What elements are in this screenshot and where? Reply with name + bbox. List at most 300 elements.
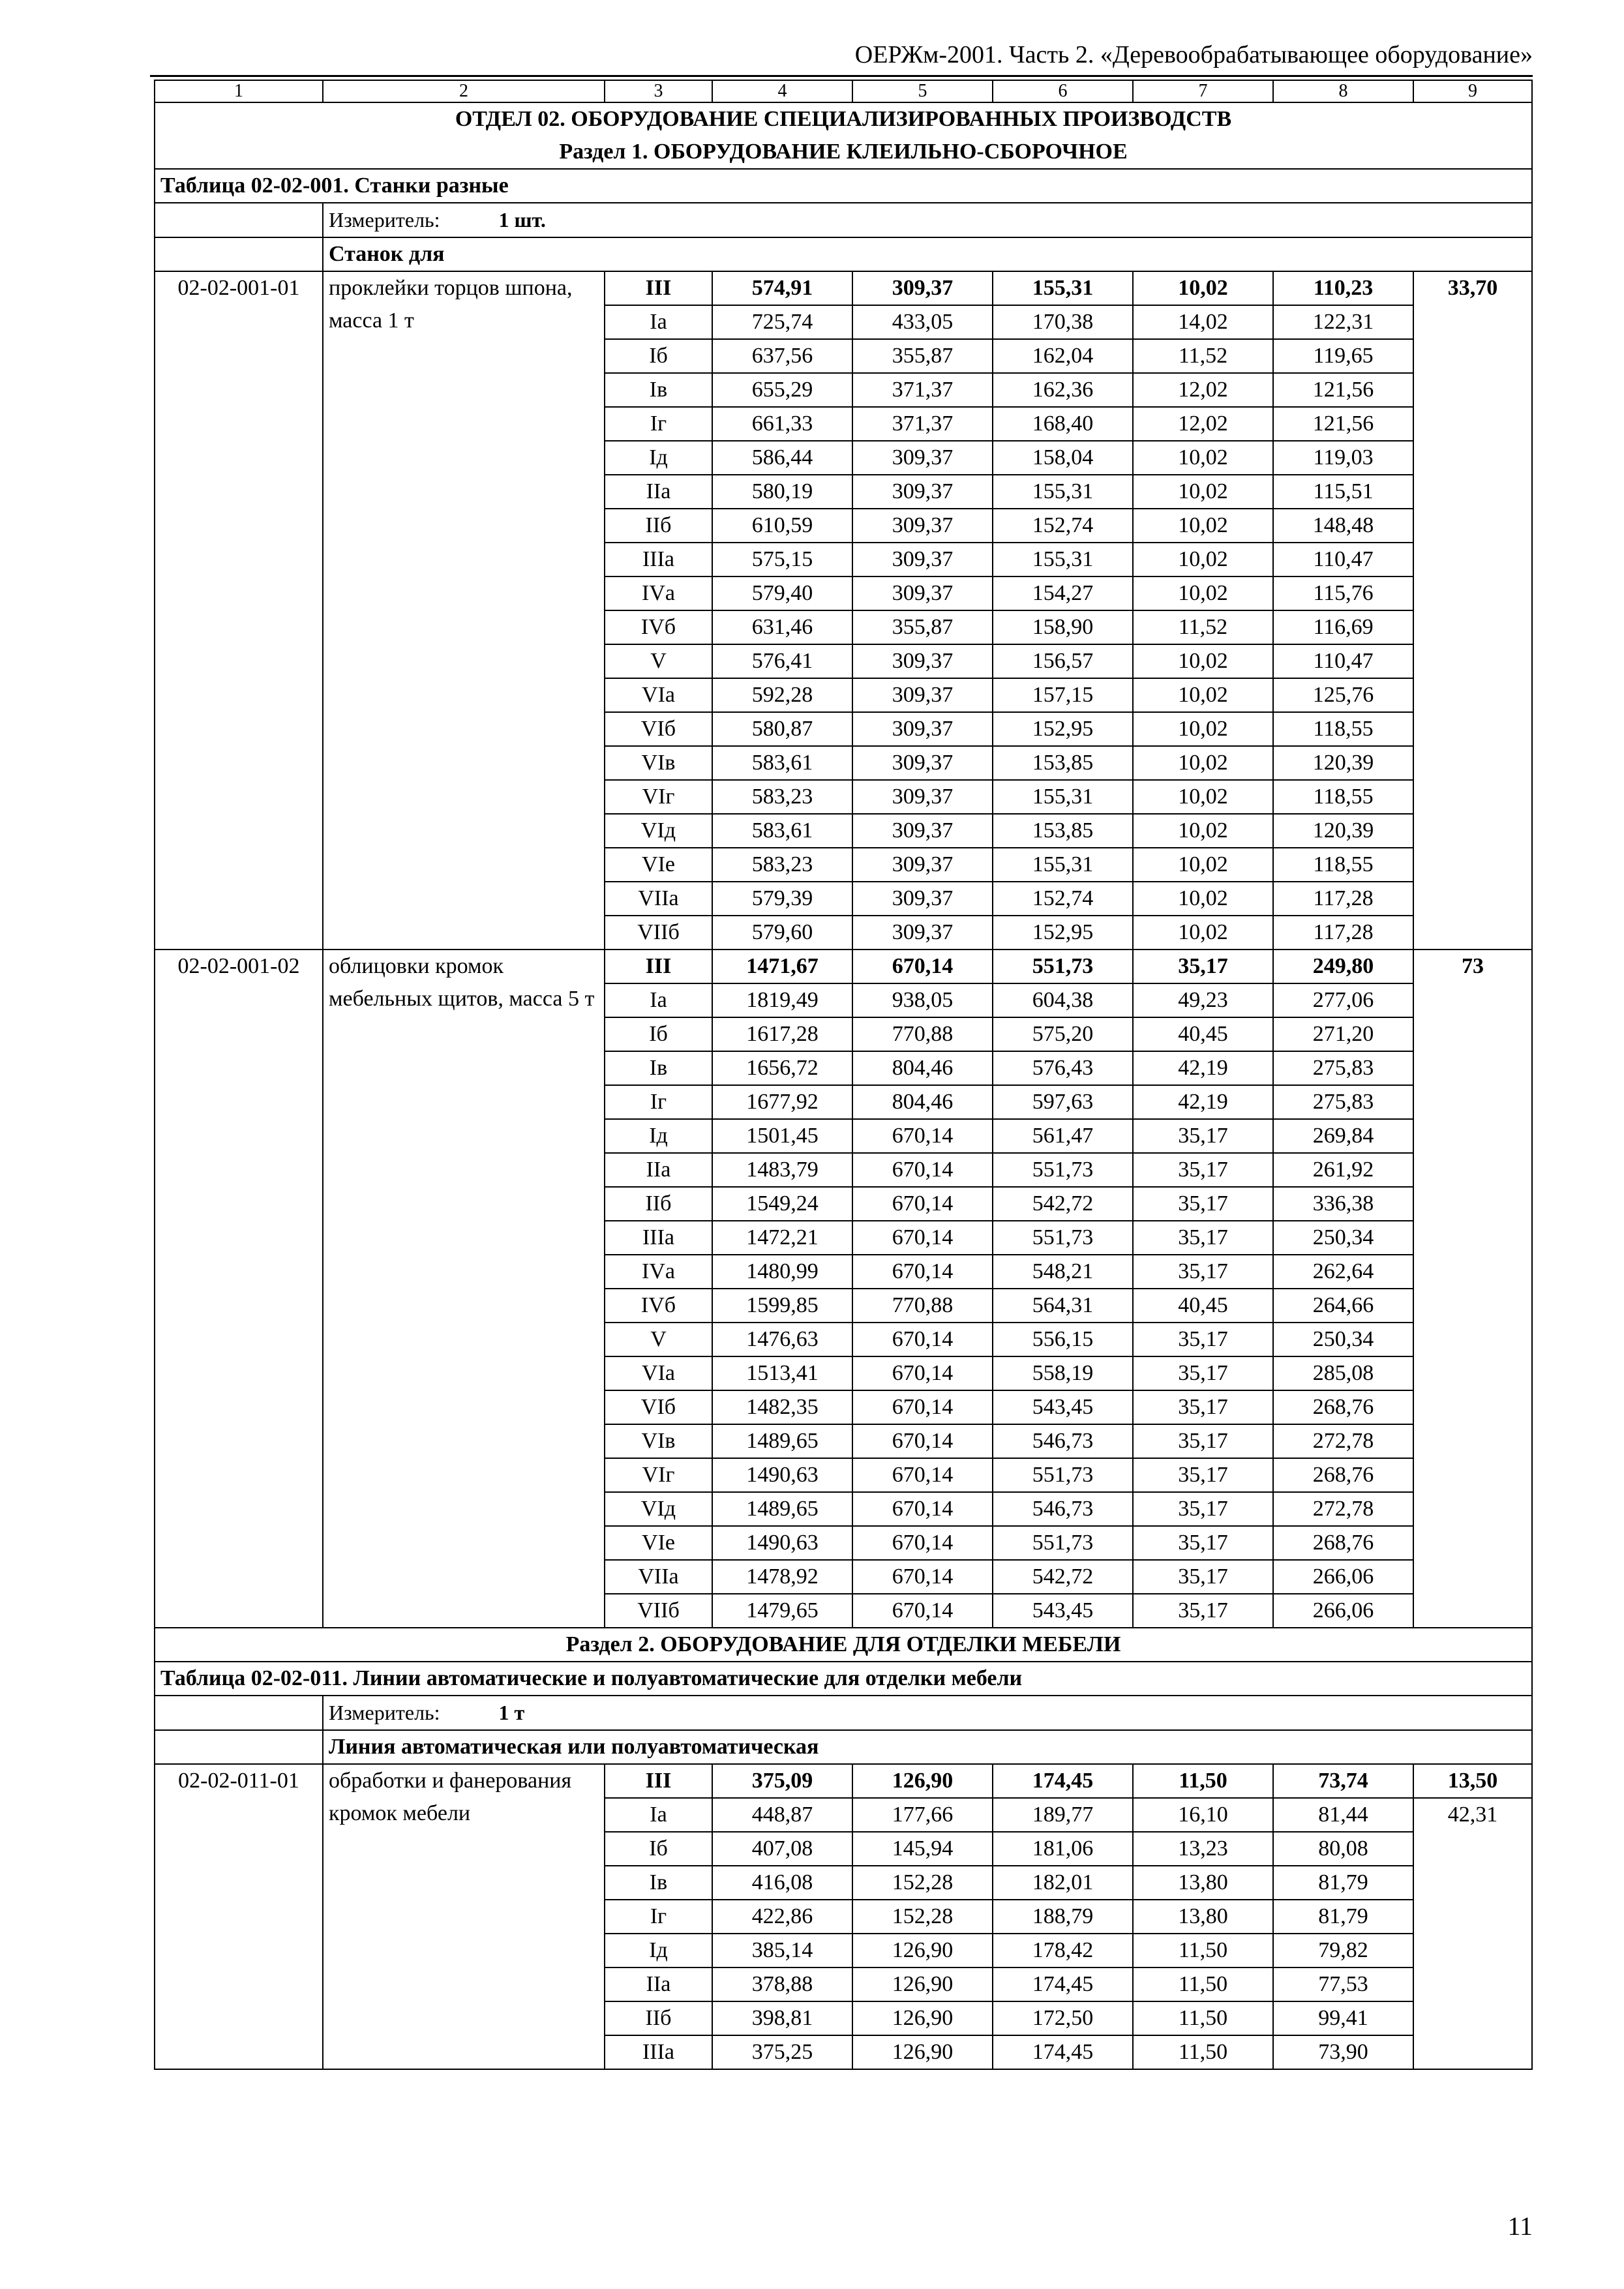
column-number: 2 xyxy=(323,80,605,102)
zone-cell: Iв xyxy=(605,1051,712,1085)
value-cell: 35,17 xyxy=(1133,1221,1273,1255)
value-cell: 670,14 xyxy=(852,1356,993,1390)
value-cell: 433,05 xyxy=(852,305,993,339)
value-cell: 35,17 xyxy=(1133,1356,1273,1390)
value-cell: 355,87 xyxy=(852,610,993,644)
value-cell: 77,53 xyxy=(1273,1967,1413,2001)
zone-cell: IVб xyxy=(605,1289,712,1323)
value-cell: 574,91 xyxy=(712,271,852,305)
measure-blank xyxy=(155,1696,323,1730)
column-number: 8 xyxy=(1273,80,1413,102)
value-cell: 309,37 xyxy=(852,882,993,916)
item-code: 02-02-001-01 xyxy=(155,271,323,950)
value-cell: 309,37 xyxy=(852,576,993,610)
value-cell: 543,45 xyxy=(993,1594,1133,1628)
value-cell: 152,74 xyxy=(993,509,1133,543)
column-number: 4 xyxy=(712,80,852,102)
value-cell: 448,87 xyxy=(712,1798,852,1832)
value-cell: 309,37 xyxy=(852,814,993,848)
value-cell: 119,65 xyxy=(1273,339,1413,373)
value-cell: 938,05 xyxy=(852,983,993,1017)
value-cell: 309,37 xyxy=(852,441,993,475)
value-cell: 268,76 xyxy=(1273,1458,1413,1492)
razdel-1-title: Раздел 1. ОБОРУДОВАНИЕ КЛЕИЛЬНО-СБОРОЧНОЕ xyxy=(559,140,1128,164)
value-cell: 152,28 xyxy=(852,1900,993,1934)
zone-cell: IIб xyxy=(605,509,712,543)
value-cell: 35,17 xyxy=(1133,1390,1273,1424)
group-row xyxy=(155,1730,1532,1764)
value-cell: 116,69 xyxy=(1273,610,1413,644)
value-cell: 178,42 xyxy=(993,1934,1133,1967)
measure-cell xyxy=(323,1696,1532,1730)
value-cell: 42,19 xyxy=(1133,1051,1273,1085)
measure-blank xyxy=(155,203,323,237)
column-number: 7 xyxy=(1133,80,1273,102)
value-cell: 170,38 xyxy=(993,305,1133,339)
value-cell: 610,59 xyxy=(712,509,852,543)
value-cell: 49,23 xyxy=(1133,983,1273,1017)
zone-cell: Iб xyxy=(605,1017,712,1051)
value-cell: 153,85 xyxy=(993,746,1133,780)
value-cell: 10,02 xyxy=(1133,441,1273,475)
value-cell: 579,60 xyxy=(712,916,852,950)
table-row xyxy=(155,1764,1532,1798)
value-cell: 275,83 xyxy=(1273,1085,1413,1119)
value-cell: 670,14 xyxy=(852,1221,993,1255)
value-cell: 272,78 xyxy=(1273,1492,1413,1526)
measure-label: Измеритель: xyxy=(329,1701,440,1724)
col9-cell: 13,50 xyxy=(1413,1764,1532,1798)
zone-cell: Iб xyxy=(605,1832,712,1866)
value-cell: 804,46 xyxy=(852,1051,993,1085)
value-cell: 551,73 xyxy=(993,1153,1133,1187)
value-cell: 1490,63 xyxy=(712,1526,852,1560)
value-cell: 416,08 xyxy=(712,1866,852,1900)
value-cell: 40,45 xyxy=(1133,1017,1273,1051)
value-cell: 576,43 xyxy=(993,1051,1133,1085)
value-cell: 1617,28 xyxy=(712,1017,852,1051)
header-rule xyxy=(150,75,1533,77)
value-cell: 174,45 xyxy=(993,2035,1133,2069)
value-cell: 309,37 xyxy=(852,475,993,509)
value-cell: 118,55 xyxy=(1273,712,1413,746)
value-cell: 10,02 xyxy=(1133,780,1273,814)
value-cell: 266,06 xyxy=(1273,1560,1413,1594)
value-cell: 586,44 xyxy=(712,441,852,475)
value-cell: 152,28 xyxy=(852,1866,993,1900)
value-cell: 249,80 xyxy=(1273,950,1413,983)
value-cell: 11,50 xyxy=(1133,2001,1273,2035)
zone-cell: V xyxy=(605,644,712,678)
value-cell: 670,14 xyxy=(852,1492,993,1526)
value-cell: 604,38 xyxy=(993,983,1133,1017)
value-cell: 1677,92 xyxy=(712,1085,852,1119)
value-cell: 655,29 xyxy=(712,373,852,407)
zone-cell: III xyxy=(605,271,712,305)
value-cell: 309,37 xyxy=(852,916,993,950)
value-cell: 155,31 xyxy=(993,271,1133,305)
value-cell: 269,84 xyxy=(1273,1119,1413,1153)
value-cell: 1599,85 xyxy=(712,1289,852,1323)
value-cell: 168,40 xyxy=(993,407,1133,441)
value-cell: 1471,67 xyxy=(712,950,852,983)
value-cell: 115,76 xyxy=(1273,576,1413,610)
zone-cell: Iв xyxy=(605,1866,712,1900)
zone-cell: VIIа xyxy=(605,882,712,916)
group-label: Станок для xyxy=(323,237,1532,271)
value-cell: 1549,24 xyxy=(712,1187,852,1221)
value-cell: 10,02 xyxy=(1133,848,1273,882)
value-cell: 551,73 xyxy=(993,1458,1133,1492)
value-cell: 13,23 xyxy=(1133,1832,1273,1866)
zone-cell: Iа xyxy=(605,983,712,1017)
value-cell: 268,76 xyxy=(1273,1390,1413,1424)
value-cell: 35,17 xyxy=(1133,1323,1273,1356)
zone-cell: Iд xyxy=(605,1119,712,1153)
zone-cell: Iг xyxy=(605,1085,712,1119)
zone-cell: VIIб xyxy=(605,1594,712,1628)
measure-row xyxy=(155,1696,1532,1730)
section-title: ОТДЕЛ 02. ОБОРУДОВАНИЕ СПЕЦИАЛИЗИРОВАННЫХ ПРОИЗВОДСТВ xyxy=(455,107,1232,131)
table-row xyxy=(155,950,1532,983)
value-cell: 11,50 xyxy=(1133,2035,1273,2069)
zone-cell: Iг xyxy=(605,407,712,441)
value-cell: 1476,63 xyxy=(712,1323,852,1356)
zone-cell: IIIа xyxy=(605,2035,712,2069)
page-number: 11 xyxy=(1507,2211,1533,2241)
table-title xyxy=(155,169,1532,203)
value-cell: 35,17 xyxy=(1133,1119,1273,1153)
value-cell: 10,02 xyxy=(1133,882,1273,916)
group-blank xyxy=(155,237,323,271)
value-cell: 378,88 xyxy=(712,1967,852,2001)
zone-cell: IVа xyxy=(605,576,712,610)
value-cell: 309,37 xyxy=(852,644,993,678)
measure-cell xyxy=(323,203,1532,237)
value-cell: 583,61 xyxy=(712,746,852,780)
value-cell: 115,51 xyxy=(1273,475,1413,509)
col9-cell: 42,31 xyxy=(1413,1798,1532,2069)
value-cell: 1501,45 xyxy=(712,1119,852,1153)
zone-cell: Iд xyxy=(605,441,712,475)
value-cell: 181,06 xyxy=(993,1832,1133,1866)
col9-cell: 73 xyxy=(1413,950,1532,1628)
value-cell: 309,37 xyxy=(852,712,993,746)
item-code: 02-02-001-02 xyxy=(155,950,323,1628)
value-cell: 35,17 xyxy=(1133,1526,1273,1560)
value-cell: 16,10 xyxy=(1133,1798,1273,1832)
value-cell: 10,02 xyxy=(1133,712,1273,746)
value-cell: 561,47 xyxy=(993,1119,1133,1153)
value-cell: 551,73 xyxy=(993,1526,1133,1560)
value-cell: 126,90 xyxy=(852,1934,993,1967)
value-cell: 275,83 xyxy=(1273,1051,1413,1085)
value-cell: 556,15 xyxy=(993,1323,1133,1356)
value-cell: 580,19 xyxy=(712,475,852,509)
section-heading-row xyxy=(155,102,1532,169)
value-cell: 551,73 xyxy=(993,950,1133,983)
value-cell: 118,55 xyxy=(1273,780,1413,814)
item-code: 02-02-011-01 xyxy=(155,1764,323,2069)
value-cell: 272,78 xyxy=(1273,1424,1413,1458)
value-cell: 35,17 xyxy=(1133,1255,1273,1289)
value-cell: 155,31 xyxy=(993,543,1133,576)
value-cell: 264,66 xyxy=(1273,1289,1413,1323)
value-cell: 155,31 xyxy=(993,848,1133,882)
zone-cell: VIIб xyxy=(605,916,712,950)
zone-cell: IIа xyxy=(605,1153,712,1187)
zone-cell: III xyxy=(605,950,712,983)
value-cell: 670,14 xyxy=(852,1594,993,1628)
value-cell: 336,38 xyxy=(1273,1187,1413,1221)
value-cell: 631,46 xyxy=(712,610,852,644)
value-cell: 575,15 xyxy=(712,543,852,576)
value-cell: 12,02 xyxy=(1133,373,1273,407)
value-cell: 11,50 xyxy=(1133,1967,1273,2001)
value-cell: 35,17 xyxy=(1133,1187,1273,1221)
value-cell: 670,14 xyxy=(852,1187,993,1221)
zone-cell: Iв xyxy=(605,373,712,407)
item-description: облицовки кромок мебельных щитов, масса 5 т xyxy=(323,950,605,1628)
value-cell: 564,31 xyxy=(993,1289,1133,1323)
section-heading-cell xyxy=(155,102,1532,169)
value-cell: 10,02 xyxy=(1133,746,1273,780)
value-cell: 371,37 xyxy=(852,407,993,441)
value-cell: 583,61 xyxy=(712,814,852,848)
value-cell: 583,23 xyxy=(712,780,852,814)
value-cell: 385,14 xyxy=(712,1934,852,1967)
table-title xyxy=(155,1662,1532,1696)
value-cell: 182,01 xyxy=(993,1866,1133,1900)
zone-cell: Iд xyxy=(605,1934,712,1967)
value-cell: 110,47 xyxy=(1273,644,1413,678)
zone-cell: VIг xyxy=(605,780,712,814)
value-cell: 309,37 xyxy=(852,848,993,882)
group-label: Линия автоматическая или полуавтоматическая xyxy=(323,1730,1532,1764)
value-cell: 375,25 xyxy=(712,2035,852,2069)
value-cell: 73,74 xyxy=(1273,1764,1413,1798)
zone-cell: Iб xyxy=(605,339,712,373)
value-cell: 10,02 xyxy=(1133,475,1273,509)
table-row xyxy=(155,271,1532,305)
value-cell: 110,23 xyxy=(1273,271,1413,305)
zone-cell: IIIа xyxy=(605,543,712,576)
value-cell: 156,57 xyxy=(993,644,1133,678)
value-cell: 158,04 xyxy=(993,441,1133,475)
value-cell: 81,79 xyxy=(1273,1866,1413,1900)
group-blank xyxy=(155,1730,323,1764)
value-cell: 152,74 xyxy=(993,882,1133,916)
value-cell: 152,95 xyxy=(993,712,1133,746)
value-cell: 407,08 xyxy=(712,1832,852,1866)
value-cell: 10,02 xyxy=(1133,678,1273,712)
value-cell: 1480,99 xyxy=(712,1255,852,1289)
value-cell: 1489,65 xyxy=(712,1492,852,1526)
zone-cell: IIб xyxy=(605,1187,712,1221)
zone-cell: Iа xyxy=(605,1798,712,1832)
value-cell: 580,87 xyxy=(712,712,852,746)
value-cell: 188,79 xyxy=(993,1900,1133,1934)
column-number: 1 xyxy=(155,80,323,102)
value-cell: 725,74 xyxy=(712,305,852,339)
value-cell: 262,64 xyxy=(1273,1255,1413,1289)
value-cell: 1489,65 xyxy=(712,1424,852,1458)
value-cell: 189,77 xyxy=(993,1798,1133,1832)
value-cell: 11,50 xyxy=(1133,1764,1273,1798)
value-cell: 770,88 xyxy=(852,1289,993,1323)
value-cell: 10,02 xyxy=(1133,644,1273,678)
value-cell: 121,56 xyxy=(1273,407,1413,441)
value-cell: 11,52 xyxy=(1133,339,1273,373)
value-cell: 309,37 xyxy=(852,780,993,814)
zone-cell: VIа xyxy=(605,1356,712,1390)
value-cell: 157,15 xyxy=(993,678,1133,712)
value-cell: 13,80 xyxy=(1133,1866,1273,1900)
value-cell: 11,52 xyxy=(1133,610,1273,644)
zone-cell: VIе xyxy=(605,1526,712,1560)
value-cell: 670,14 xyxy=(852,1323,993,1356)
value-cell: 99,41 xyxy=(1273,2001,1413,2035)
value-cell: 375,09 xyxy=(712,1764,852,1798)
column-number: 6 xyxy=(993,80,1133,102)
value-cell: 177,66 xyxy=(852,1798,993,1832)
item-description: проклейки торцов шпона, масса 1 т xyxy=(323,271,605,950)
col9-cell: 33,70 xyxy=(1413,271,1532,950)
value-cell: 1819,49 xyxy=(712,983,852,1017)
value-cell: 579,39 xyxy=(712,882,852,916)
value-cell: 42,19 xyxy=(1133,1085,1273,1119)
value-cell: 81,79 xyxy=(1273,1900,1413,1934)
value-cell: 117,28 xyxy=(1273,916,1413,950)
measure-value: 1 шт. xyxy=(498,208,546,232)
value-cell: 10,02 xyxy=(1133,814,1273,848)
zone-cell: IVб xyxy=(605,610,712,644)
value-cell: 670,14 xyxy=(852,1255,993,1289)
value-cell: 1490,63 xyxy=(712,1458,852,1492)
zone-cell: VIа xyxy=(605,678,712,712)
zone-cell: IIIа xyxy=(605,1221,712,1255)
value-cell: 670,14 xyxy=(852,1526,993,1560)
value-cell: 1513,41 xyxy=(712,1356,852,1390)
value-cell: 309,37 xyxy=(852,509,993,543)
value-cell: 10,02 xyxy=(1133,576,1273,610)
value-cell: 309,37 xyxy=(852,543,993,576)
value-cell: 110,47 xyxy=(1273,543,1413,576)
value-cell: 35,17 xyxy=(1133,1424,1273,1458)
value-cell: 1656,72 xyxy=(712,1051,852,1085)
table-title-cell: Таблица 02-02-011. Линии автоматические и полуавтоматические для отделки мебели xyxy=(155,1662,1532,1696)
value-cell: 670,14 xyxy=(852,1458,993,1492)
value-cell: 661,33 xyxy=(712,407,852,441)
zone-cell: VIIа xyxy=(605,1560,712,1594)
value-cell: 1472,21 xyxy=(712,1221,852,1255)
value-cell: 271,20 xyxy=(1273,1017,1413,1051)
column-numbers-row xyxy=(155,80,1532,102)
value-cell: 73,90 xyxy=(1273,2035,1413,2069)
value-cell: 597,63 xyxy=(993,1085,1133,1119)
value-cell: 1483,79 xyxy=(712,1153,852,1187)
value-cell: 148,48 xyxy=(1273,509,1413,543)
value-cell: 81,44 xyxy=(1273,1798,1413,1832)
value-cell: 12,02 xyxy=(1133,407,1273,441)
value-cell: 543,45 xyxy=(993,1390,1133,1424)
value-cell: 119,03 xyxy=(1273,441,1413,475)
norms-table xyxy=(154,80,1533,2070)
value-cell: 79,82 xyxy=(1273,1934,1413,1967)
value-cell: 13,80 xyxy=(1133,1900,1273,1934)
value-cell: 266,06 xyxy=(1273,1594,1413,1628)
value-cell: 637,56 xyxy=(712,339,852,373)
value-cell: 670,14 xyxy=(852,950,993,983)
zone-cell: VIд xyxy=(605,814,712,848)
value-cell: 10,02 xyxy=(1133,271,1273,305)
value-cell: 1478,92 xyxy=(712,1560,852,1594)
zone-cell: III xyxy=(605,1764,712,1798)
value-cell: 155,31 xyxy=(993,780,1133,814)
value-cell: 576,41 xyxy=(712,644,852,678)
value-cell: 285,08 xyxy=(1273,1356,1413,1390)
value-cell: 770,88 xyxy=(852,1017,993,1051)
zone-cell: VIб xyxy=(605,712,712,746)
value-cell: 261,92 xyxy=(1273,1153,1413,1187)
value-cell: 126,90 xyxy=(852,1967,993,2001)
value-cell: 548,21 xyxy=(993,1255,1133,1289)
value-cell: 153,85 xyxy=(993,814,1133,848)
value-cell: 398,81 xyxy=(712,2001,852,2035)
value-cell: 422,86 xyxy=(712,1900,852,1934)
value-cell: 125,76 xyxy=(1273,678,1413,712)
value-cell: 1482,35 xyxy=(712,1390,852,1424)
value-cell: 120,39 xyxy=(1273,746,1413,780)
value-cell: 126,90 xyxy=(852,1764,993,1798)
value-cell: 592,28 xyxy=(712,678,852,712)
value-cell: 154,27 xyxy=(993,576,1133,610)
zone-cell: VIб xyxy=(605,1390,712,1424)
value-cell: 579,40 xyxy=(712,576,852,610)
zone-cell: IIа xyxy=(605,475,712,509)
value-cell: 126,90 xyxy=(852,2035,993,2069)
value-cell: 583,23 xyxy=(712,848,852,882)
value-cell: 120,39 xyxy=(1273,814,1413,848)
value-cell: 1479,65 xyxy=(712,1594,852,1628)
value-cell: 122,31 xyxy=(1273,305,1413,339)
value-cell: 309,37 xyxy=(852,678,993,712)
value-cell: 309,37 xyxy=(852,271,993,305)
zone-cell: V xyxy=(605,1323,712,1356)
value-cell: 546,73 xyxy=(993,1424,1133,1458)
zone-cell: VIв xyxy=(605,1424,712,1458)
value-cell: 546,73 xyxy=(993,1492,1133,1526)
value-cell: 309,37 xyxy=(852,746,993,780)
value-cell: 35,17 xyxy=(1133,950,1273,983)
value-cell: 670,14 xyxy=(852,1560,993,1594)
value-cell: 174,45 xyxy=(993,1764,1133,1798)
value-cell: 35,17 xyxy=(1133,1153,1273,1187)
value-cell: 35,17 xyxy=(1133,1458,1273,1492)
value-cell: 670,14 xyxy=(852,1390,993,1424)
value-cell: 155,31 xyxy=(993,475,1133,509)
group-row xyxy=(155,237,1532,271)
measure-row xyxy=(155,203,1532,237)
value-cell: 35,17 xyxy=(1133,1560,1273,1594)
value-cell: 162,04 xyxy=(993,339,1133,373)
value-cell: 11,50 xyxy=(1133,1934,1273,1967)
running-header: ОЕРЖм-2001. Часть 2. «Деревообрабатывающее оборудование» xyxy=(854,41,1533,68)
value-cell: 542,72 xyxy=(993,1560,1133,1594)
table-title-cell: Таблица 02-02-001. Станки разные xyxy=(155,169,1532,203)
value-cell: 670,14 xyxy=(852,1424,993,1458)
value-cell: 14,02 xyxy=(1133,305,1273,339)
